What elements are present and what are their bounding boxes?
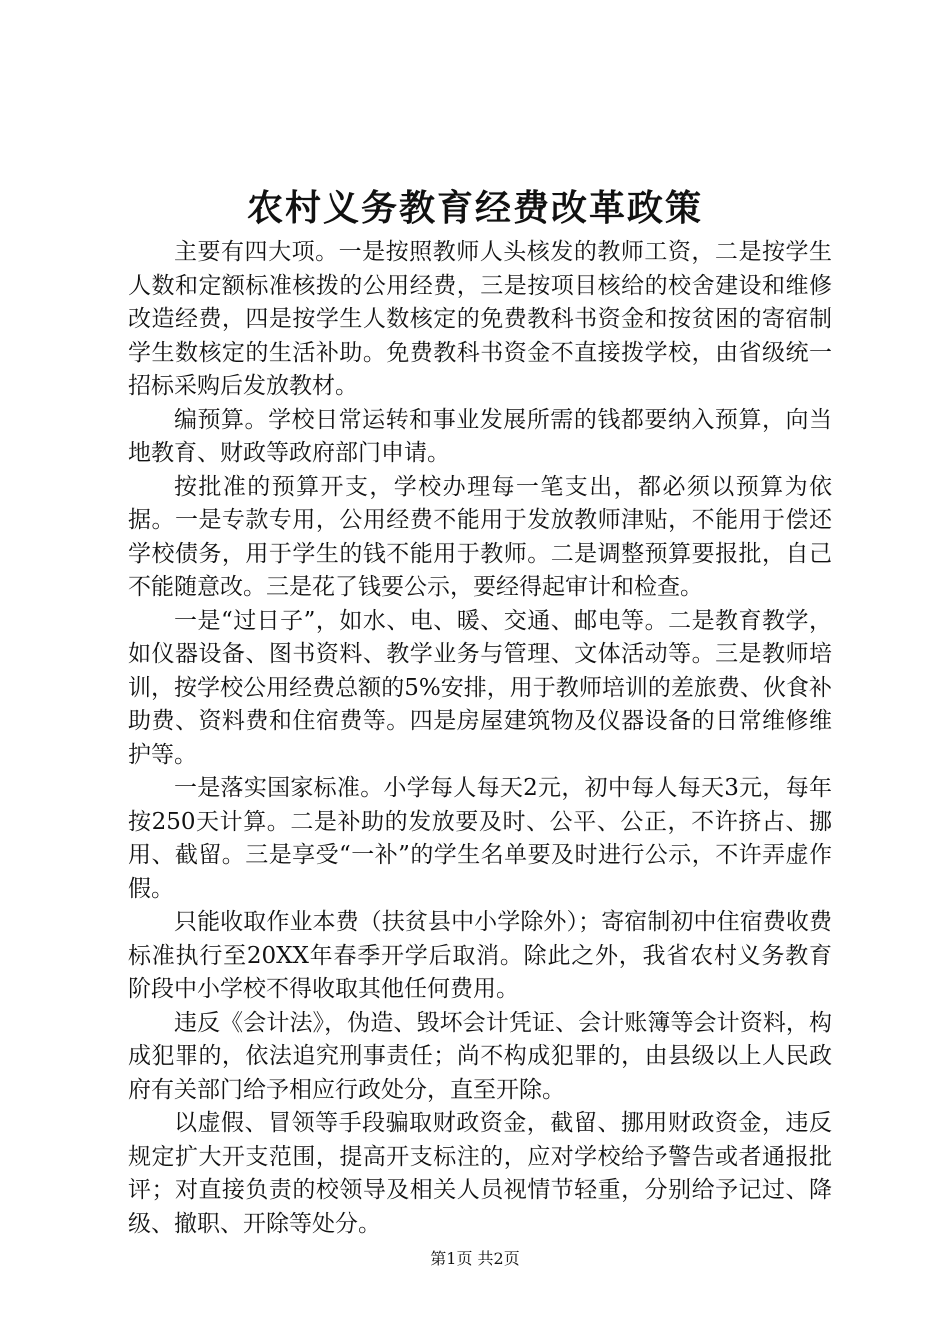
paragraph-3: 按批准的预算开支，学校办理每一笔支出，都必须以预算为依据。一是专款专用，公用经费不能用于发放教师津贴，不能用于偿还学校债务，用于学生的钱不能用于教师。二是调整预算要报批，自己不能随意改。三是花了钱要公示，要经得起审计和检查。 — [128, 473, 832, 600]
paragraph-1: 主要有四大项。一是按照教师人头核发的教师工资，二是按学生人数和定额标准核拨的公用经费，三是按项目核给的校舍建设和维修改造经费，四是按学生人数核定的免费教科书资金和按贫困的寄宿制学生数核定的生活补助。免费教科书资金不直接拨学校，由省级统一招标采购后发放教材。 — [128, 239, 832, 399]
paragraph-4: 一是“过日子”，如水、电、暖、交通、邮电等。二是教育教学，如仪器设备、图书资料、教学业务与管理、文体活动等。三是教师培训，按学校公用经费总额的5%安排，用于教师培训的差旅费、伙食补助费、资料费和住宿费等。四是房屋建筑物及仪器设备的日常维修维护等。 — [128, 607, 832, 768]
paragraph-7: 违反《会计法》，伪造、毁坏会计凭证、会计账簿等会计资料，构成犯罪的，依法追究刑事责任；尚不构成犯罪的，由县级以上人民政府有关部门给予相应行政处分，直至开除。 — [128, 1009, 832, 1103]
document-body — [128, 236, 832, 1241]
paragraph-2: 编预算。学校日常运转和事业发展所需的钱都要纳入预算，向当地教育、财政等政府部门申请。 — [128, 406, 832, 466]
paragraph-8: 以虚假、冒领等手段骗取财政资金，截留、挪用财政资金，违反规定扩大开支范围，提高开支标注的，应对学校给予警告或者通报批评；对直接负责的校领导及相关人员视情节轻重，分别给予记过、降级、撤职、开除等处分。 — [128, 1110, 832, 1237]
paragraph-6: 只能收取作业本费（扶贫县中小学除外）；寄宿制初中住宿费收费标准执行至20XX年春季开学后取消。除此之外，我省农村义务教育阶段中小学校不得收取其他任何费用。 — [128, 909, 832, 1002]
document-title: 农村义务教育经费改革政策 — [246, 187, 703, 229]
page-number-footer: 第1页 共2页 — [430, 1249, 520, 1268]
paragraph-5: 一是落实国家标准。小学每人每天2元，初中每人每天3元，每年按250天计算。二是补助的发放要及时、公平、公正，不许挤占、挪用、截留。三是享受“一补”的学生名单要及时进行公示，不许弄虚作假。 — [128, 775, 832, 902]
